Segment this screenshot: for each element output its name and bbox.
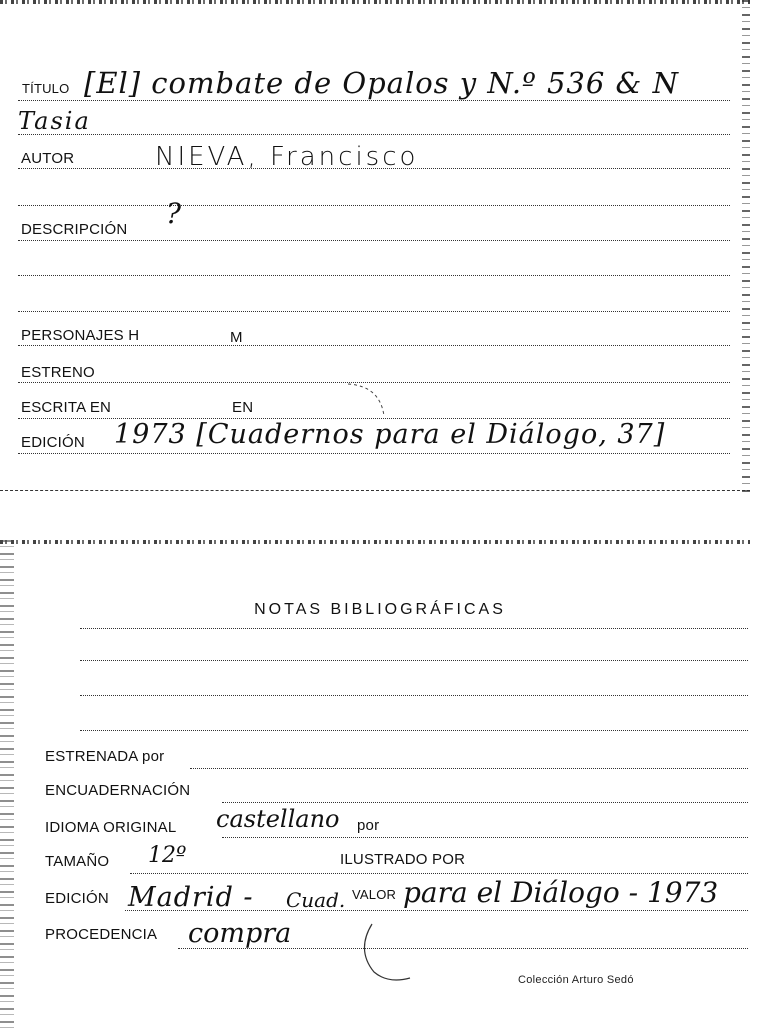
ruled-line [18, 345, 730, 346]
autor-value: NIEVA, Francisco [155, 142, 419, 172]
card-right-edge [742, 0, 750, 492]
escrita-en-en-label: EN [232, 399, 254, 416]
stamp-mark-icon [340, 376, 400, 466]
edicion-value-a: Madrid - [128, 882, 254, 913]
personajes-m-label: M [230, 329, 243, 346]
ruled-line [18, 100, 730, 101]
encuadernacion-label: ENCUADERNACIÓN [45, 782, 191, 799]
ruled-line [18, 311, 730, 312]
card-bottom-edge [0, 490, 750, 492]
procedencia-value: compra [188, 918, 292, 949]
ruled-line [80, 730, 748, 731]
titulo-label: TÍTULO [22, 81, 70, 96]
titulo-value: [El] combate de Opalos y N.º 536 & N [84, 66, 679, 100]
estreno-label: ESTRENO [21, 364, 95, 381]
descripcion-value: ? [166, 197, 182, 230]
catalog-card-back [0, 540, 750, 1028]
idioma-por-label: por [357, 817, 380, 834]
edicion-label: EDICIÓN [21, 434, 85, 451]
ilustrado-label: ILUSTRADO POR [340, 851, 466, 868]
escrita-en-label: ESCRITA EN [21, 399, 112, 416]
descripcion-label: DESCRIPCIÓN [21, 221, 128, 238]
card-top-edge [0, 540, 750, 544]
idioma-value: castellano [216, 805, 340, 833]
autor-label: AUTOR [21, 150, 75, 167]
ruled-line [18, 275, 730, 276]
notas-heading: NOTAS BIBLIOGRÁFICAS [254, 601, 506, 618]
procedencia-label: PROCEDENCIA [45, 926, 158, 943]
collection-stamp: Colección Arturo Sedó [518, 974, 634, 986]
valor-label: VALOR [352, 887, 397, 902]
tamano-value: 12º [148, 843, 187, 868]
ruled-line [130, 873, 748, 874]
personajes-label: PERSONAJES H [21, 327, 140, 344]
ruled-line [222, 837, 748, 838]
ruled-line [222, 802, 748, 803]
titulo-value-line2: Tasia [18, 107, 91, 135]
edicion-value: 1973 [Cuadernos para el Diálogo, 37] [114, 419, 666, 450]
tamano-label: TAMAÑO [45, 853, 110, 870]
edicion-label-back: EDICIÓN [45, 890, 109, 907]
estrenada-label: ESTRENADA por [45, 748, 165, 765]
ruled-line [80, 660, 748, 661]
ruled-line [190, 768, 748, 769]
catalog-card-front [0, 0, 750, 492]
ruled-line [18, 205, 730, 206]
stamp-arc-icon [354, 920, 424, 990]
card-top-edge [0, 0, 750, 4]
edicion-value-b: Cuad. [286, 888, 346, 912]
ruled-line [18, 240, 730, 241]
ruled-line [18, 134, 730, 135]
idioma-label: IDIOMA ORIGINAL [45, 819, 177, 836]
edicion-value-c: para el Diálogo - 1973 [403, 876, 719, 909]
ruled-line [80, 695, 748, 696]
ruled-line [80, 628, 748, 629]
